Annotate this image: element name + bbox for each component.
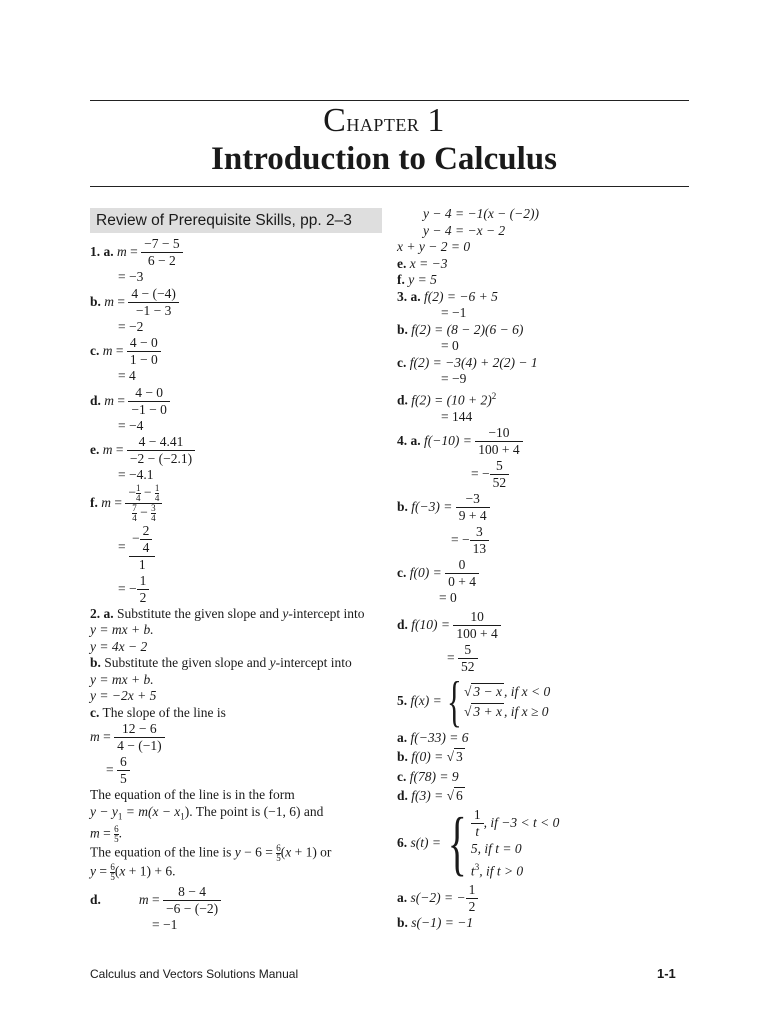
q3d: d. $f(2) = (10 + 2)^2$ — [397, 390, 497, 407]
q5: 5. f(x) = { √ 3 − x , if x < 0 √ 3 + x , if x ≥ 0 — [397, 670, 551, 733]
title-rule — [90, 186, 689, 187]
chapter-title: Introduction to Calculus — [211, 141, 557, 177]
q1e: e. m = $\frac{4 - 4.41}{-2 - (-2.1)}$ — [90, 434, 390, 467]
q4d: d. f(10) = $\frac{10}{100 + 4}$ — [397, 609, 697, 642]
q1a: 1. a. m = $\frac{-7 - 5}{6 - 2}$ — [90, 236, 390, 269]
q1d: d. m = $\frac{4 - 0}{-1 - 0}$ — [90, 385, 390, 418]
section-heading: Review of Prerequisite Skills, pp. 2–3 — [90, 208, 382, 233]
right-column: y − 4 = −1(x − (−2)) y − 4 = −x − 2 x + y − 2 = 0 e. x = −3 f. y = 5 3. a. f(2) = −6 + 5 = −1 b. f(2) = (8 − 2)(6 − 6) = 0 c. f(2) = −3(4) + 2(2) − 1 = −9 d. $f(2) = (10 + 2)^2$ = 144 4. a. f(−10) = $\frac{-10}{100 + 4}$ = − $\frac{5}{52}$ b. f(−3) = $\frac{-3}{9 + 4}$ = − $\frac{3}{13}$ c. f(0) = $\frac{0}{0 + 4}$ = 0 d. f(10) = $\frac{10}{100 + 4}$ = $\frac{5}{52}$ 5. f(x) = { √ 3 − x , if x < 0 √ 3 + x , if x ≥ 0 a. f(−33) = 6 b. f(0) = √ 3 c. f(78) = 9 d. f(3) = √ 6 6. s(t) = { $\frac{1}{t}$ , if −3 < t < 0 5, if t = 0 $t^3$, if t > 0 a. s(−2) = − $\frac{1}{2}$ b. s(−1) = −1 — [397, 206, 697, 932]
q6: 6. s(t) = { $\frac{1}{t}$ , if −3 < t < 0 5, if t = 0 $t^3$, if t > 0 — [397, 803, 560, 884]
q6b: b. s(−1) = −1 — [397, 915, 474, 930]
q2c: c. The slope of the line is — [90, 704, 226, 720]
q5a: a. f(−33) = 6 — [397, 729, 469, 745]
q1c: c. m = $\frac{4 - 0}{1 - 0}$ — [90, 335, 390, 368]
q3a: 3. a. f(2) = −6 + 5 — [397, 288, 498, 304]
q5d: d. f(3) = √ 6 — [397, 788, 463, 803]
q6a: a. s(−2) = − $\frac{1}{2}$ — [397, 882, 697, 915]
q4c: c. f(0) = $\frac{0}{0 + 4}$ — [397, 557, 697, 590]
q2c-slope: m = $\frac{12 - 6}{4 - (-1)}$ — [90, 721, 390, 754]
q2b: b. Substitute the given slope and y-intercept into — [90, 655, 352, 670]
q2a: 2. a. Substitute the given slope and y-intercept into — [90, 605, 365, 621]
q4a: 4. a. f(−10) = $\frac{-10}{100 + 4}$ — [397, 425, 697, 458]
q1f-result: = − $\frac{1}{2}$ — [90, 573, 390, 606]
q1b: b. m = $\frac{4 - (-4)}{-1 - 3}$ — [90, 286, 390, 319]
q2d: d. m = $\frac{8 - 4}{-6 - (-2)}$ — [90, 884, 390, 917]
q3c: c. f(2) = −3(4) + 2(2) − 1 — [397, 354, 538, 370]
q5c: c. f(78) = 9 — [397, 768, 459, 784]
q1f: f. m = − $\frac{1}{4}$ − $\frac{1}{4}$ $\frac{7}{4}$ − $\frac{3}{4}$ — [90, 484, 390, 523]
chapter-heading: Chapter 1 — [323, 102, 445, 139]
left-column: 1. a. m = $\frac{-7 - 5}{6 - 2}$ = −3 b. m = $\frac{4 - (-4)}{-1 - 3}$ = −2 c. m = $\frac{4 - 0}{1 - 0}$ = 4 d. m = $\frac{4 - 0}{-1 - 0}$ = −4 e. m = $\frac{4 - 4.41}{-2 - (-2.1)}$ = −4.1 f. m = − $\frac{1}{4}$ − $\frac{1}{4}$ $\frac{7}{4}$ − $\frac{3}{4}$ = − $\frac{2}{4}$ 1 = − $\frac{1}{2}$ 2. a. Substitute the given slope and y-intercept into y = mx + b. y = 4x − 2 b. Substitute the given slope and y-intercept into y = mx + b. y = −2x + 5 c. The slope of the line is m = $\frac{12 - 6}{4 - (-1)}$ = $\frac{6}{5}$ The equation of the line is in the form $y - y_1 = m(x - x_1)$. The point is (−1, 6) and m = $\frac{6}{5}$ . The equation of the line is y − 6 = $\frac{6}{5}$ (x + 1) or y = $\frac{6}{5}$ (x + 1) + 6. d. m = $\frac{8 - 4}{-6 - (-2)}$ = −1 — [90, 236, 390, 933]
q1f-step: = − $\frac{2}{4}$ 1 — [90, 523, 390, 573]
q5b: b. f(0) = √ 3 — [397, 749, 463, 764]
q3b: b. f(2) = (8 − 2)(6 − 6) — [397, 321, 524, 337]
footer-book-title: Calculus and Vectors Solutions Manual — [90, 967, 299, 981]
top-rule — [90, 100, 689, 101]
footer-page-number: 1-1 — [657, 966, 676, 981]
q4b: b. f(−3) = $\frac{-3}{9 + 4}$ — [397, 491, 697, 524]
